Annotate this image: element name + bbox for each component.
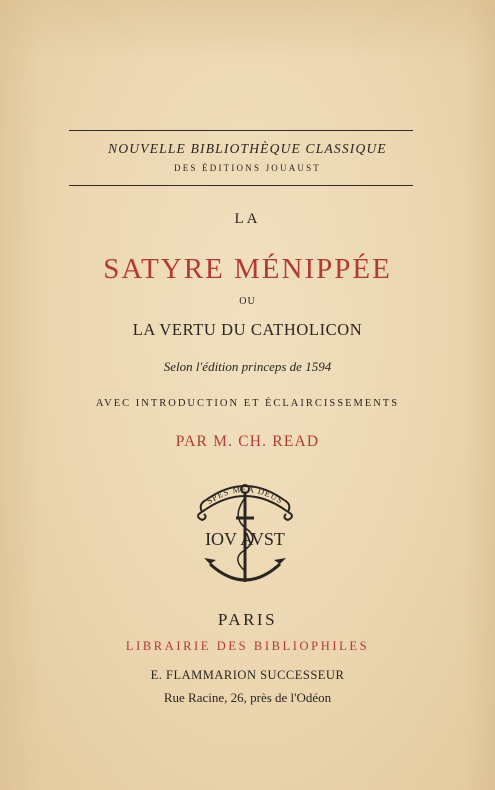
paper-stain [0, 0, 495, 60]
bottom-rule [69, 185, 413, 186]
introduction-note: AVEC INTRODUCTION ET ÉCLAIRCISSEMENTS [95, 398, 400, 409]
imprint-publisher: LIBRAIRIE DES BIBLIOPHILES [125, 639, 370, 653]
printer-motto: SPES MEA DEUS [204, 483, 286, 506]
main-title: SATYRE MÉNIPPÉE [103, 253, 392, 285]
top-rule [69, 130, 413, 131]
imprint-address: Rue Racine, 26, près de l'Odéon [163, 690, 332, 705]
anchor-icon [190, 478, 300, 598]
subtitle: LA VERTU DU CATHOLICON [132, 320, 363, 339]
title-conjunction: OU [239, 296, 256, 307]
author-line: PAR M. CH. READ [175, 433, 320, 450]
imprint-successor: E. FLAMMARION SUCCESSEUR [150, 668, 345, 682]
edition-note: Selon l'édition princeps de 1594 [163, 359, 332, 374]
title-article: LA [234, 211, 261, 227]
series-subtitle: DES ÉDITIONS JOUAUST [174, 163, 321, 173]
imprint-city: PARIS [217, 610, 278, 629]
printer-name: IOV AVST [205, 529, 285, 549]
series-title: NOUVELLE BIBLIOTHÈQUE CLASSIQUE [108, 141, 387, 156]
